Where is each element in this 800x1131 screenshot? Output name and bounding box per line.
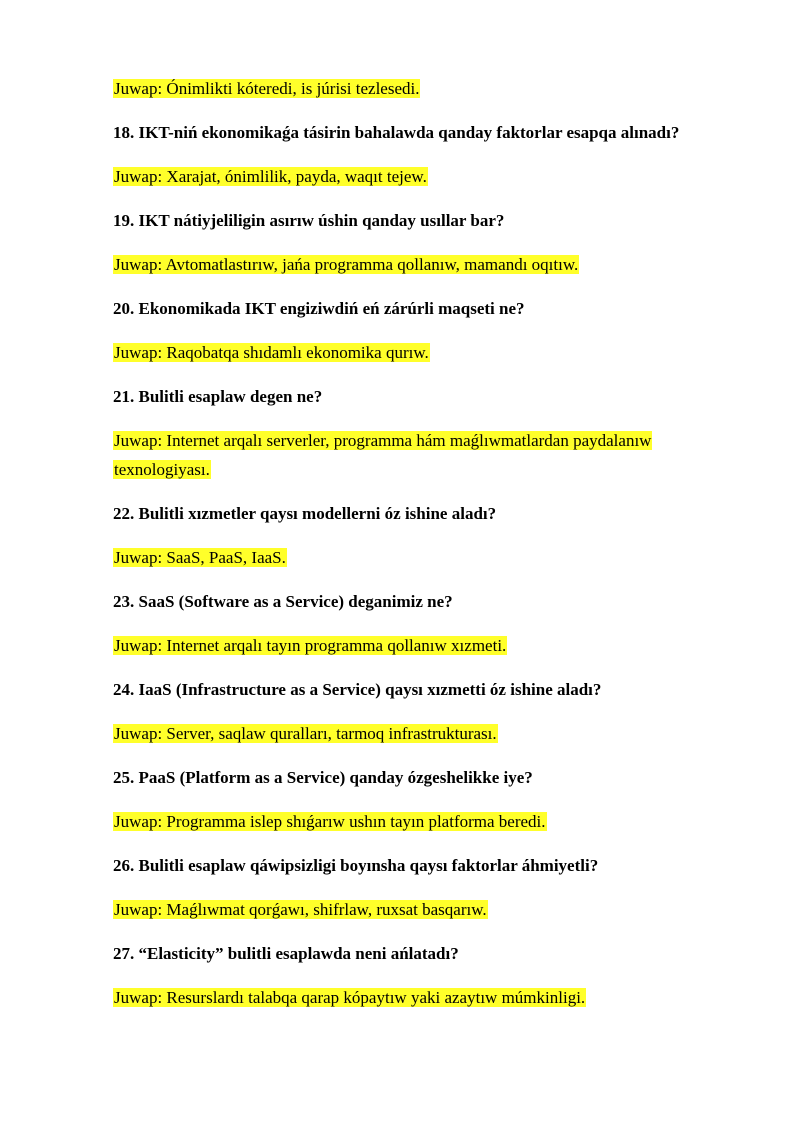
- question-19: 19. IKT nátiyjeliligin asırıw úshin qanday usıllar bar?: [113, 211, 505, 230]
- question-21: 21. Bulitli esaplaw degen ne?: [113, 387, 323, 406]
- question-25: 25. PaaS (Platform as a Service) qanday ózgeshelikke iye?: [113, 768, 533, 787]
- answer-text: Juwap: Internet arqalı serverler, programma hám maǵlıwmatlardan paydalanıw texnologiyası.: [114, 431, 652, 479]
- answer-text: Juwap: Xarajat, ónimlilik, payda, waqıt tejew.: [114, 167, 427, 186]
- answer-23: [113, 631, 705, 660]
- question-22: 22. Bulitli xızmetler qaysı modellerni óz ishine aladı?: [113, 504, 497, 523]
- qa-list: [113, 74, 705, 1027]
- answer-21: [113, 426, 705, 484]
- question-23: 23. SaaS (Software as a Service) deganimiz ne?: [113, 592, 453, 611]
- answer-26: [113, 895, 705, 924]
- answer-text: Juwap: Ónimlikti kóteredi, is júrisi tezlesedi.: [114, 79, 420, 98]
- answer-text: Juwap: Programma islep shıǵarıw ushın tayın platforma beredi.: [114, 812, 546, 831]
- answer-25: [113, 807, 705, 836]
- answer-24: [113, 719, 705, 748]
- question-27: 27. “Elasticity” bulitli esaplawda neni ańlatadı?: [113, 944, 459, 963]
- question-24: 24. IaaS (Infrastructure as a Service) qaysı xızmetti óz ishine aladı?: [113, 680, 602, 699]
- question-18: 18. IKT-niń ekonomikaǵa tásirin bahalawda qanday faktorlar esapqa alınadı?: [113, 123, 680, 142]
- answer-19: [113, 250, 705, 279]
- answer-17: [113, 74, 705, 103]
- question-20: 20. Ekonomikada IKT engiziwdiń eń zárúrli maqseti ne?: [113, 299, 525, 318]
- answer-27: [113, 983, 705, 1012]
- question-26: 26. Bulitli esaplaw qáwipsizligi boyınsha qaysı faktorlar áhmiyetli?: [113, 856, 599, 875]
- answer-text: Juwap: Maǵlıwmat qorǵawı, shifrlaw, ruxsat basqarıw.: [114, 900, 487, 919]
- answer-text: Juwap: Raqobatqa shıdamlı ekonomika qurıw.: [114, 343, 429, 362]
- answer-text: Juwap: Server, saqlaw quralları, tarmoq infrastrukturası.: [114, 724, 497, 743]
- answer-18: [113, 162, 705, 191]
- answer-text: Juwap: Internet arqalı tayın programma qollanıw xızmeti.: [114, 636, 507, 655]
- answer-text: Juwap: Avtomatlastırıw, jańa programma qollanıw, mamandı oqıtıw.: [114, 255, 579, 274]
- answer-20: [113, 338, 705, 367]
- answer-22: [113, 543, 705, 572]
- answer-text: Juwap: SaaS, PaaS, IaaS.: [114, 548, 286, 567]
- answer-text: Juwap: Resurslardı talabqa qarap kópaytıw yaki azaytıw múmkinligi.: [114, 988, 586, 1007]
